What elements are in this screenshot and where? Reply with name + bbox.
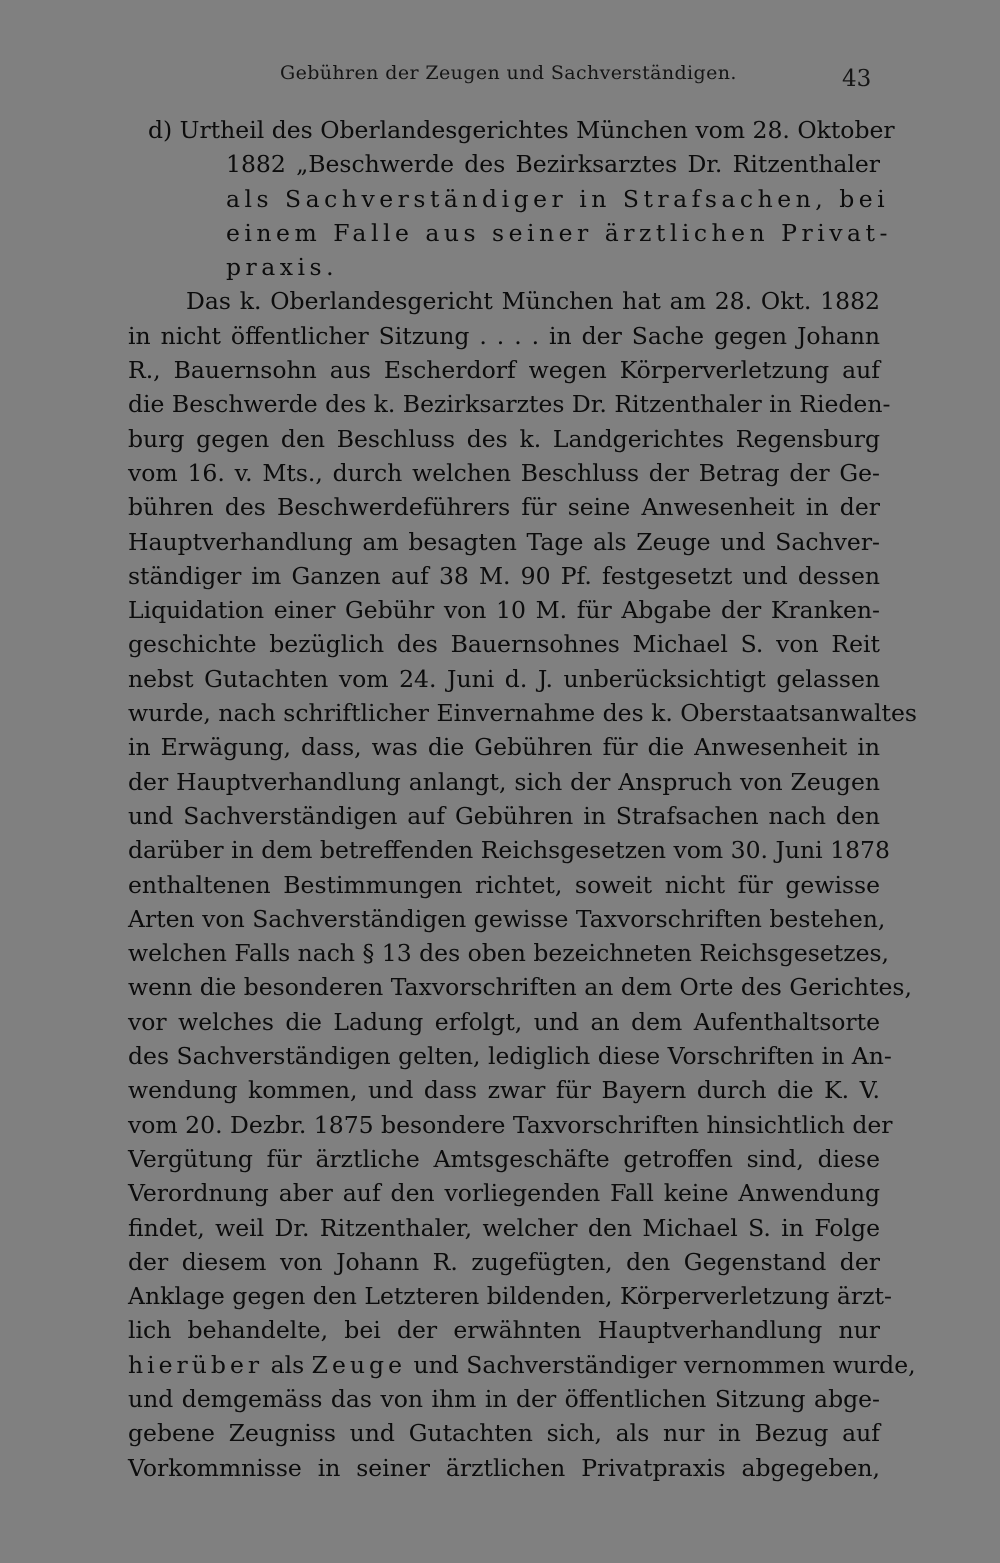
text-line: die Beschwerde des k. Bezirksarztes Dr. Ritzenthaler in Rieden- [128,390,891,419]
text-line: 1882 „Beschwerde des Bezirksarztes Dr. Ritzenthaler [226,150,880,179]
text-line: Das k. Oberlandesgericht München hat am 28. Okt. 1882 [186,287,880,316]
text-line: geschichte bezüglich des Bauernsohnes Michael S. von Reit [128,630,880,659]
text-line: Vorkommnisse in seiner ärztlichen Privatpraxis abgegeben, [128,1453,880,1482]
text-line: Vergütung für ärztliche Amtsgeschäfte getroffen sind, diese [128,1144,880,1173]
text-line: welchen Falls nach § 13 des oben bezeichneten Reichsgesetzes, [128,939,890,968]
text-line: enthaltenen Bestimmungen richtet, soweit nicht für gewisse [128,870,880,899]
text-line: darüber in dem betreffenden Reichsgesetzen vom 30. Juni 1878 [128,836,890,865]
running-head: Gebühren der Zeugen und Sachverständigen. [280,62,737,84]
text-line: und demgemäss das von ihm in der öffentlichen Sitzung abge- [128,1384,880,1413]
text-line-spaced-emphasis: hierüber als Zeuge und Sachverständiger vernommen wurde, [128,1350,916,1379]
text-line: als Sachverständiger in Strafsachen, bei [226,184,890,213]
text-line: d) Urtheil des Oberlandesgerichtes München vom 28. Oktober [148,116,895,144]
text-line: Hauptverhandlung am besagten Tage als Zeuge und Sachver- [128,527,880,556]
text-line: ständiger im Ganzen auf 38 M. 90 Pf. festgesetzt und dessen [128,561,880,590]
text-line: Arten von Sachverständigen gewisse Taxvorschriften bestehen, [128,904,886,933]
text-line: vom 20. Dezbr. 1875 besondere Taxvorschriften hinsichtlich der [128,1110,893,1139]
text-line: gebene Zeugniss und Gutachten sich, als nur in Bezug auf [128,1419,880,1448]
text-line: der Hauptverhandlung anlangt, sich der Anspruch von Zeugen [128,767,880,796]
text-line: Liquidation einer Gebühr von 10 M. für Abgabe der Kranken- [128,596,880,625]
text-line: des Sachverständigen gelten, lediglich diese Vorschriften in An- [128,1042,892,1071]
text-line: lich behandelte, bei der erwähnten Hauptverhandlung nur [128,1316,880,1345]
text-line: burg gegen den Beschluss des k. Landgerichtes Regensburg [128,424,880,453]
text-line: vor welches die Ladung erfolgt, und an dem Aufenthaltsorte [128,1007,880,1036]
text-line: der diesem von Johann R. zugefügten, den Gegenstand der [128,1247,880,1276]
text-line: nebst Gutachten vom 24. Juni d. J. unberücksichtigt gelassen [128,664,880,693]
body-text [128,113,917,1485]
text-line: wendung kommen, und dass zwar für Bayern durch die K. V. [128,1076,880,1105]
text-line: Anklage gegen den Letzteren bildenden, Körperverletzung ärzt- [128,1282,892,1311]
text-line: bühren des Beschwerdeführers für seine Anwesenheit in der [128,493,880,522]
text-line: praxis. [226,253,339,282]
text-line: in Erwägung, dass, was die Gebühren für die Anwesenheit in [128,733,880,762]
text-line: R., Bauernsohn aus Escherdorf wegen Körperverletzung auf [128,356,880,385]
text-line: findet, weil Dr. Ritzenthaler, welcher den Michael S. in Folge [128,1213,880,1242]
text-line: vom 16. v. Mts., durch welchen Beschluss der Betrag der Ge- [128,458,880,487]
page-number: 43 [842,66,872,92]
spaced-word: hierüber [128,1350,264,1379]
text-line: Verordnung aber auf den vorliegenden Fall keine Anwendung [128,1179,880,1208]
spaced-word: Zeuge [311,1350,406,1379]
text-line: wurde, nach schriftlicher Einvernahme des k. Oberstaatsanwaltes [128,699,917,728]
text-line: wenn die besonderen Taxvorschriften an dem Orte des Gerichtes, [128,973,912,1002]
text-line: in nicht öffentlicher Sitzung . . . . in der Sache gegen Johann [128,321,880,350]
text-line: einem Falle aus seiner ärztlichen Privat- [226,218,892,247]
text-line: und Sachverständigen auf Gebühren in Strafsachen nach den [128,801,880,830]
